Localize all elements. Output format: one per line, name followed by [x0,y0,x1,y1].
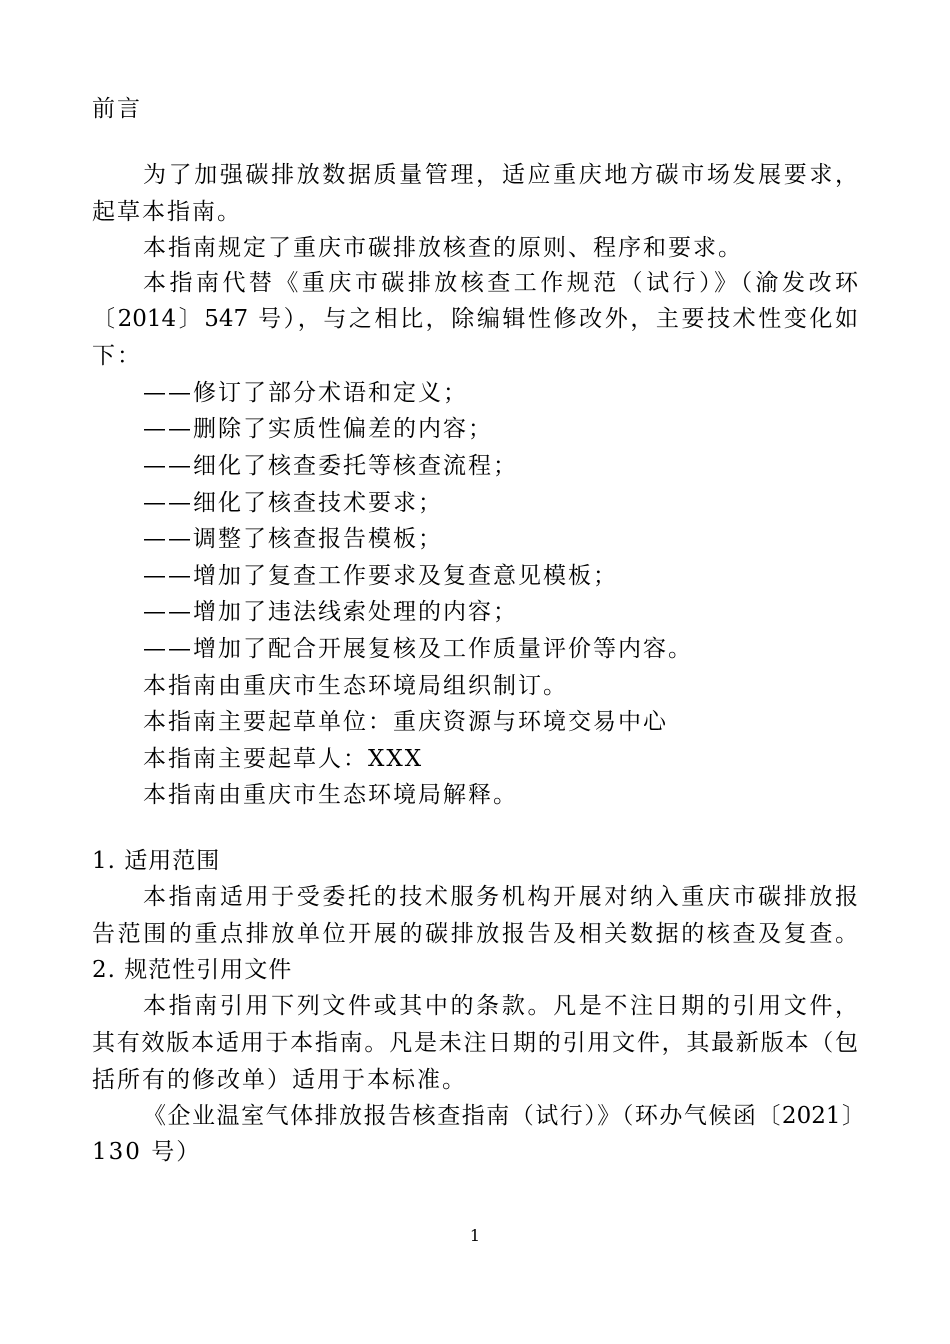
preface-paragraph-1-line-1: 为了加强碳排放数据质量管理，适应重庆地方碳市场发展要求， [143,162,858,188]
change-item: ——增加了违法线索处理的内容； [143,599,518,625]
section-2-reference-line-1: 《企业温室气体排放报告核查指南（试行）》（环办气候函〔2021〕 [143,1103,865,1129]
preface-paragraph-2: 本指南规定了重庆市碳排放核查的原则、程序和要求。 [143,235,743,261]
section-2-line-1: 本指南引用下列文件或其中的条款。凡是不注日期的引用文件， [143,993,858,1019]
change-item: ——删除了实质性偏差的内容； [143,416,493,442]
preface-paragraph-3-line-3: 下： [92,343,142,369]
preface-drafting-unit: 本指南主要起草单位：重庆资源与环境交易中心 [143,709,668,735]
preface-organizer: 本指南由重庆市生态环境局组织制订。 [143,673,568,699]
section-1-line-1: 本指南适用于受委托的技术服务机构开展对纳入重庆市碳排放报 [143,884,858,910]
page-number: 1 [469,1226,481,1245]
change-item: ——修订了部分术语和定义； [143,380,468,406]
section-2-reference-line-2: 130 号） [92,1139,202,1165]
section-1-line-2: 告范围的重点排放单位开展的碳排放报告及相关数据的核查及复查。 [92,921,858,947]
preface-drafter: 本指南主要起草人：XXX [143,746,424,772]
preface-paragraph-3-line-2: 〔2014〕547 号），与之相比，除编辑性修改外，主要技术性变化如 [92,306,858,332]
change-item: ——细化了核查委托等核查流程； [143,453,518,479]
change-item: ——增加了配合开展复核及工作质量评价等内容。 [143,636,693,662]
preface-title: 前言 [92,96,142,122]
section-2-heading: 2. 规范性引用文件 [92,957,293,983]
change-item: ——增加了复查工作要求及复查意见模板； [143,563,618,589]
preface-interpretation: 本指南由重庆市生态环境局解释。 [143,782,518,808]
change-item: ——细化了核查技术要求； [143,490,443,516]
change-item: ——调整了核查报告模板； [143,526,443,552]
section-2-line-2: 其有效版本适用于本指南。凡是未注日期的引用文件，其最新版本（包 [92,1030,858,1056]
preface-paragraph-3-line-1: 本指南代替《重庆市碳排放核查工作规范（试行）》（渝发改环 [143,270,858,296]
section-1-heading: 1. 适用范围 [92,848,221,874]
section-2-line-3: 括所有的修改单）适用于本标准。 [92,1067,467,1093]
preface-paragraph-1-line-2: 起草本指南。 [92,199,242,225]
